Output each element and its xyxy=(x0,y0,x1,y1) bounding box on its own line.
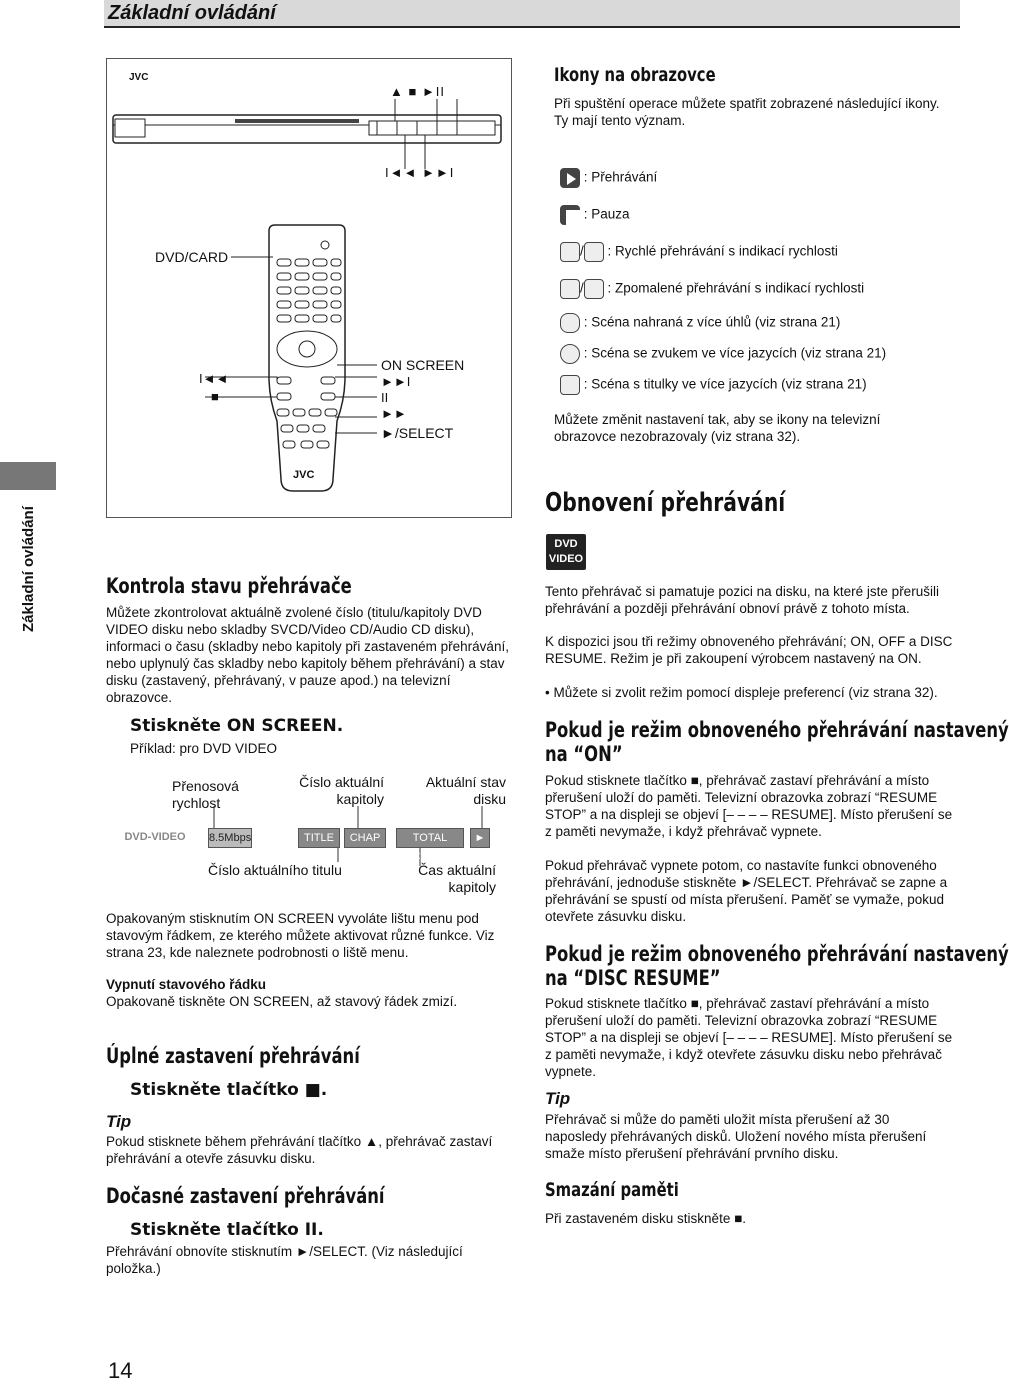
status-title: Kontrola stavu přehrávače xyxy=(106,574,352,598)
fast-reverse-icon xyxy=(584,242,604,262)
icon-row-pause: : Pauza xyxy=(560,205,630,225)
remote-brand: JVC xyxy=(293,469,315,481)
fast-play-icon xyxy=(560,242,580,262)
slow-reverse-icon xyxy=(584,279,604,299)
label-title: Číslo aktuálního titulu xyxy=(208,862,342,878)
status-play-icon: ► xyxy=(470,828,490,848)
total-cell: TOTAL 1:25:58 xyxy=(396,828,464,848)
label-time: Čas aktuální kapitoly xyxy=(418,862,496,895)
resume-modes: K dispozici jsou tři režimy obnoveného přehrávání; ON, OFF a DISC RESUME. Režim je při zakoupení výrobcem nastavený na ON. xyxy=(545,634,953,666)
side-label: Základní ovládání xyxy=(20,506,37,632)
icon-row-fast: / : Rychlé přehrávání s indikací rychlosti xyxy=(560,242,838,262)
dvd-player xyxy=(113,99,501,169)
status-bar xyxy=(120,828,490,862)
dvd-video-badge: DVD VIDEO xyxy=(546,534,586,570)
full-stop-title: Úplné zastavení přehrávání xyxy=(106,1044,360,1068)
status-off-body: Opakovaně tiskněte ON SCREEN, až stavový řádek zmizí. xyxy=(106,994,458,1009)
page-title: Základní ovládání xyxy=(108,2,276,24)
icon-row-audio: : Scéna se zvukem ve více jazycích (viz strana 21) xyxy=(560,344,886,364)
remote-control xyxy=(205,225,377,491)
icon-row-angle: : Scéna nahraná z více úhlů (viz strana 21) xyxy=(560,313,840,333)
status-step: Stiskněte ON SCREEN. xyxy=(130,716,344,736)
side-tab xyxy=(0,462,56,490)
icon-row-play: : Přehrávání xyxy=(560,168,657,188)
icons-section-title: Ikony na obrazovce xyxy=(554,64,716,86)
label-rate: Přenosová rychlost xyxy=(172,778,239,811)
player-remote-illustration xyxy=(107,59,513,519)
resume-on-body: Pokud stisknete tlačítko ■, přehrávač zastaví přehrávání a místo přerušení uloží do paměti. Televizní obrazovka zobrazí “RESUME STOP” a na displeji se objeví [– – – – RESUME]. Místo přerušení se z paměti nevymaže, i když přehrávač vypnete. xyxy=(545,773,953,839)
label-chapter: Číslo aktuální kapitoly xyxy=(299,774,384,807)
right-key-1: ►►I xyxy=(381,374,411,389)
full-stop-tip-label: Tip xyxy=(106,1112,132,1131)
clear-body: Při zastaveném disku stiskněte ■. xyxy=(545,1211,746,1226)
play-icon xyxy=(560,168,580,188)
clear-title: Smazání paměti xyxy=(545,1179,679,1201)
resume-tip-body: Přehrávač si může do paměti uložit místa přerušení až 30 naposledy přehrávaných disků. Uložení nového místa přerušení smaže místo přerušení přehrávání prvního disku. xyxy=(545,1112,927,1161)
icon-row-slow: / : Zpomalené přehrávání s indikací rychlosti xyxy=(560,279,864,299)
pause-body: Přehrávání obnovíte stisknutím ►/SELECT. (Viz následující položka.) xyxy=(106,1244,463,1276)
player-buttons-label: ▲ ■ ►II xyxy=(390,84,446,99)
title-cell: TITLE 33 xyxy=(298,828,340,848)
resume-disc-body: Pokud stisknete tlačítko ■, přehrávač zastaví přehrávání a místo přerušení uloží do paměti. Televizní obrazovka zobrazí “RESUME STOP” a na displeji se objeví [– – – – RESUME]. Místo přerušení se z paměti nevymaže, i když otevřete zásuvku disku nebo přehrávač vypnete. xyxy=(545,996,953,1079)
select-label: ►/SELECT xyxy=(381,425,454,441)
pause-icon xyxy=(560,205,580,225)
player-brand: JVC xyxy=(129,72,149,83)
full-stop-tip-body: Pokud stisknete během přehrávání tlačítko ▲, přehrávač zastaví přehrávání a otevře zásuvku disku. xyxy=(106,1134,493,1166)
status-example: Příklad: pro DVD VIDEO xyxy=(130,741,278,756)
right-key-3: ►► xyxy=(381,406,407,421)
resume-bullet: • Můžete si zvolit režim pomocí displeje preferencí (viz strana 32). xyxy=(545,685,938,700)
skip-label: I◄◄ ►►I xyxy=(385,165,455,180)
resume-on-body2: Pokud přehrávač vypnete potom, co nastavíte funkci obnoveného přehrávání, jednoduše stiskněte ►/SELECT. Přehrávač se zapne a přehrávání se spustí od místa přerušení. Paměť se vymaže, pokud otevřete zásuvku disku. xyxy=(545,858,948,924)
pause-title: Dočasné zastavení přehrávání xyxy=(106,1184,385,1208)
icons-intro: Při spuštění operace můžete spatřit zobrazené následující ikony. Ty mají tento význam. xyxy=(554,96,940,128)
left-key-2: ■ xyxy=(211,389,219,404)
on-screen-label: ON SCREEN xyxy=(381,357,465,373)
label-disc: Aktuální stav disku xyxy=(425,774,506,807)
disc-type-cell: DVD-VIDEO xyxy=(120,828,190,848)
right-key-2: II xyxy=(381,390,389,405)
resume-disc-title: Pokud je režim obnoveného přehrávání nastavený na “DISC RESUME” xyxy=(545,942,1009,990)
resume-title: Obnovení přehrávání xyxy=(545,488,786,518)
subtitle-icon xyxy=(560,375,580,395)
full-stop-step: Stiskněte tlačítko ■. xyxy=(130,1080,328,1100)
status-body: Můžete zkontrolovat aktuálně zvolené číslo (titulu/kapitoly DVD VIDEO disku nebo skladby SVCD/Video CD/Audio CD disku), informaci o času (skladby nebo kapitoly při zastaveném přehrávání, nebo uplynulý čas skladby nebo kapitoly během přehrávání) a stav disku (zastavený, přehrávaný, v pauze apod.) na televizní obrazovce. xyxy=(106,605,509,705)
rate-cell: 8.5Mbps xyxy=(208,828,252,848)
resume-on-title: Pokud je režim obnoveného přehrávání nastavený na “ON” xyxy=(545,718,1009,766)
left-key-1: I◄◄ xyxy=(199,371,229,386)
pause-step: Stiskněte tlačítko II. xyxy=(130,1220,324,1240)
dvd-card-label: DVD/CARD xyxy=(155,249,229,265)
angle-icon xyxy=(560,313,580,333)
device-figure xyxy=(106,58,512,518)
icons-note: Můžete změnit nastavení tak, aby se ikony na televizní obrazovce nezobrazovaly (viz strana 32). xyxy=(554,412,881,444)
resume-tip-label: Tip xyxy=(545,1089,571,1108)
status-after: Opakovaným stisknutím ON SCREEN vyvoláte lištu menu pod stavovým řádkem, ze kterého můžete aktivovat různé funkce. Viz strana 23, kde naleznete podrobnosti o liště menu. xyxy=(106,911,495,960)
page-number: 14 xyxy=(108,1358,133,1383)
resume-body: Tento přehrávač si pamatuje pozici na disku, na které jste přerušili přehrávání a později přehrávání obnoví právě z tohoto místa. xyxy=(545,584,939,616)
status-off-title: Vypnutí stavového řádku xyxy=(106,977,267,992)
icon-row-subtitle: : Scéna s titulky ve více jazycích (viz strana 21) xyxy=(560,375,867,395)
slow-play-icon xyxy=(560,279,580,299)
chap-cell: CHAP 33 xyxy=(344,828,386,848)
audio-icon xyxy=(560,344,580,364)
